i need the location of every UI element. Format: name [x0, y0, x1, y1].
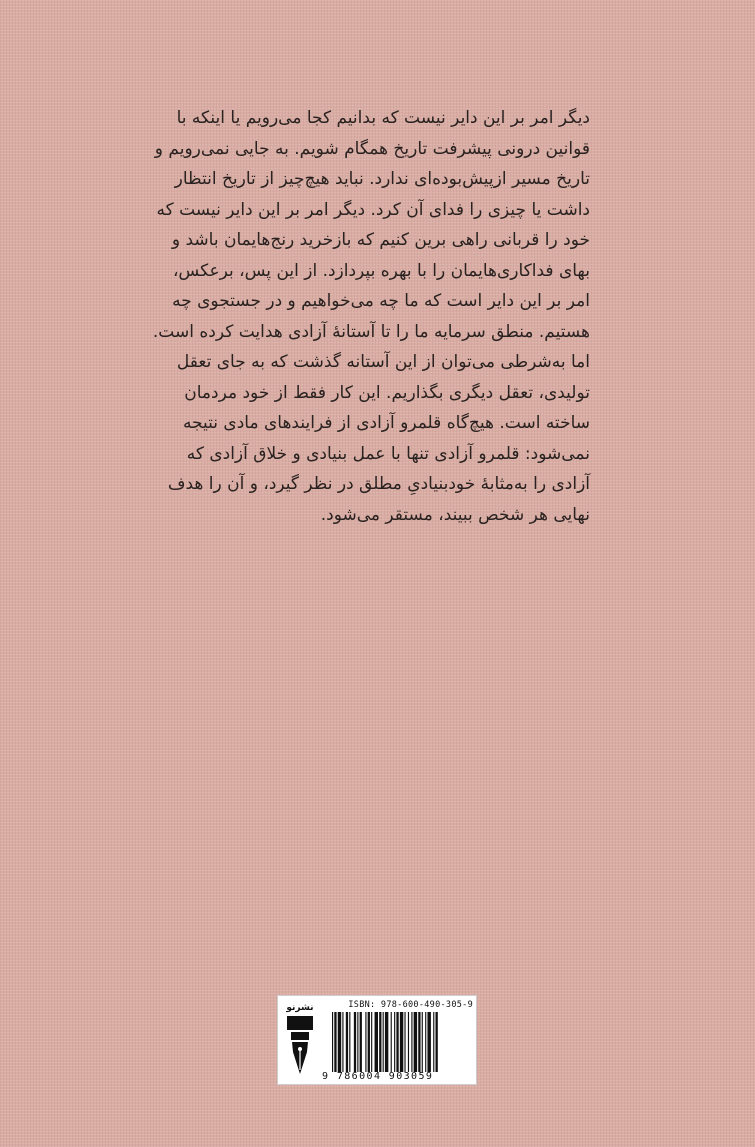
- barcode-bar: [394, 1012, 395, 1072]
- isbn-text: ISBN: 978-600-490-305-9: [348, 1000, 473, 1010]
- barcode-bar: [427, 1012, 430, 1072]
- blurb-line: نمی‌شود: قلمرو آزادی تنها با عمل بنیادی و خلاق آزادی که: [186, 443, 590, 464]
- barcode-digits: 9 786004 903059: [322, 1071, 434, 1082]
- blurb-line: ساخته است. هیچ‌گاه قلمرو آزادی از فرایندهای مادی نتیجه: [182, 413, 590, 433]
- barcode-bar: [396, 1012, 398, 1072]
- blurb-line: دیگر امر بر این دایر نیست که بدانیم کجا می‌رویم یا اینکه با: [176, 108, 590, 128]
- isbn-barcode-label: [277, 995, 477, 1085]
- barcode: [330, 1012, 474, 1072]
- barcode-bar: [346, 1012, 348, 1072]
- publisher-name: نشرنو: [286, 1003, 314, 1013]
- barcode-bar: [385, 1012, 388, 1072]
- barcode-bar: [383, 1012, 384, 1072]
- barcode-bar: [400, 1012, 403, 1072]
- barcode-bar: [408, 1012, 409, 1072]
- blurb-line: اما به‌شرطی می‌توان از این آستانه گذشت که به جای تعقل: [176, 352, 590, 372]
- blurb-line: نهایی هر شخص ببیند، مستقر می‌شود.: [320, 504, 590, 525]
- barcode-bar: [425, 1012, 426, 1072]
- publisher-logo: [284, 1002, 316, 1080]
- blurb-line: هستیم. منطق سرمایه ما را تا آستانهٔ آزادی هدایت کرده است.: [152, 321, 590, 342]
- blurb-line: تاریخ مسیر از‌پیش‌بوده‌ای ندارد. نباید هیچ‌چیز از تاریخ انتظار: [174, 169, 590, 189]
- barcode-bar: [436, 1012, 438, 1072]
- blurb-line: تولیدی، تعقل دیگری بگذاریم. این کار فقط از خود مردمان: [184, 382, 590, 403]
- barcode-bar: [375, 1012, 378, 1072]
- barcode-bar: [357, 1012, 358, 1072]
- barcode-bar: [342, 1012, 343, 1072]
- barcode-bar: [411, 1012, 412, 1072]
- barcode-bar: [360, 1012, 362, 1072]
- barcode-bar: [391, 1012, 392, 1072]
- blurb-line: امر بر این دایر است که ما چه می‌خواهیم و در جستجوی چه: [172, 291, 590, 311]
- blurb-line: داشت یا چیزی را فدای آن کرد. دیگر امر بر این دایر نیست که: [156, 199, 590, 220]
- barcode-bar: [332, 1012, 333, 1072]
- blurb-line: بهای فداکاری‌هایمان را با بهره بپردازد. از این پس، برعکس،: [172, 260, 590, 281]
- barcode-bar: [354, 1012, 356, 1072]
- blurb-line: خود را قربانی راهی برین کنیم که بازخرید رنج‌هایمان باشد و: [171, 230, 590, 250]
- blurb-line: قوانین درونی پیشرفت تاریخ همگام شویم. به جایی نمی‌رویم و: [154, 138, 590, 159]
- barcode-bar: [418, 1012, 420, 1072]
- barcode-bar: [371, 1012, 372, 1072]
- barcode-bar: [404, 1012, 405, 1072]
- barcode-bar: [349, 1012, 350, 1072]
- pen-nib-icon: [285, 1014, 315, 1076]
- blurb-line: آزادی را به‌مثابهٔ خودبنیادیِ مطلق در نظر گیرد، و آن را هدف: [167, 474, 590, 494]
- barcode-bar: [379, 1012, 381, 1072]
- barcode-bar: [422, 1012, 423, 1072]
- barcode-bar: [433, 1012, 434, 1072]
- back-cover-blurb: [150, 103, 590, 530]
- barcode-bar: [414, 1012, 417, 1072]
- barcode-bar: [338, 1012, 341, 1072]
- barcode-bar: [368, 1012, 370, 1072]
- barcode-bar: [365, 1012, 366, 1072]
- barcode-bar: [334, 1012, 336, 1072]
